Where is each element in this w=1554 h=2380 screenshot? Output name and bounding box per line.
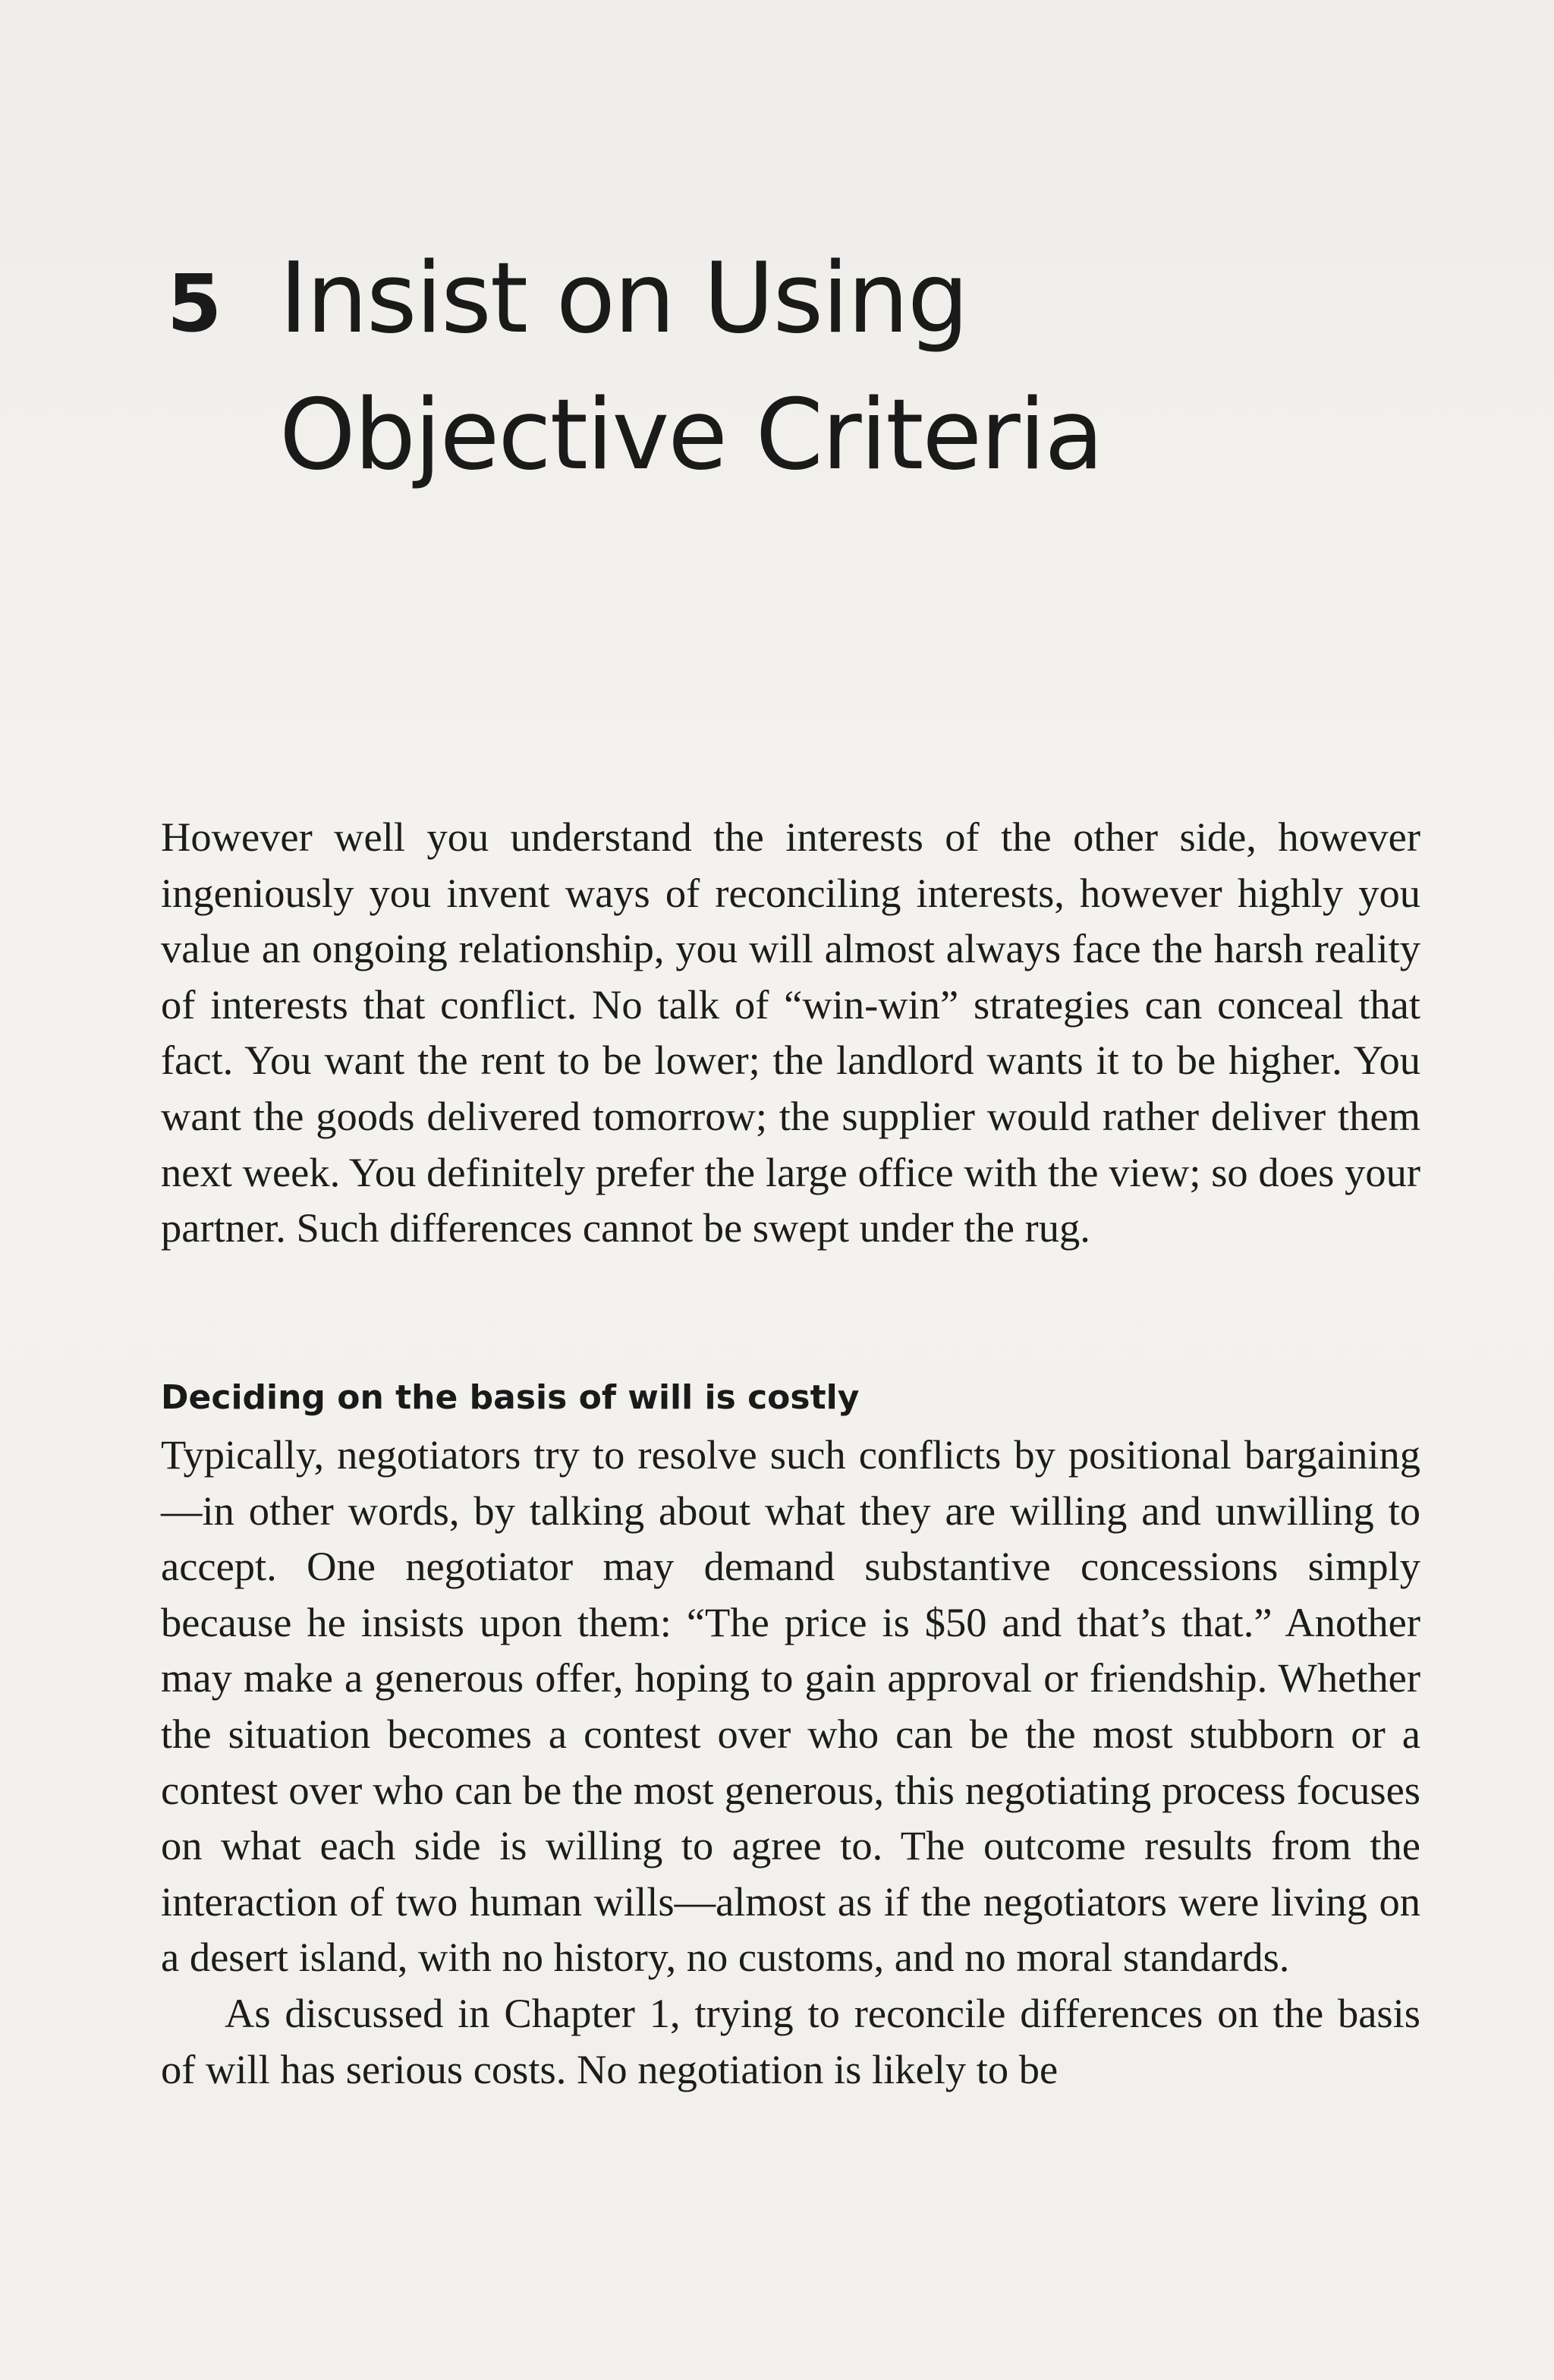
section-heading: Deciding on the basis of will is costly [161,1378,860,1417]
chapter-number: 5 [167,257,222,350]
intro-paragraph: However well you understand the interests of the other side, however ingeniously you invent ways of reconciling interests, however highly you value an ongoing relationship, you will almost always face the harsh reality of interests that conflict. No talk of “win-win” strategies can conceal that fact. You want the rent to be lower; the landlord wants it to be higher. You want the goods delivered tomorrow; the supplier would rather deliver them next week. You definitely prefer the large office with the view; so does your partner. Such differences cannot be swept under the rug. [161,814,1420,1251]
intro-section [161,809,1420,1256]
section-paragraph-1: Typically, negotiators try to resolve such conflicts by positional bargaining—in other words, by talking about what they are willing and unwilling to accept. One negotiator may demand substantive concessions simply because he insists upon them: “The price is $50 and that’s that.” Another may make a generous offer, hoping to gain approval or friendship. Whether the situation becomes a contest over who can be the most stubborn or a contest over who can be the most generous, this negotiating process focuses on what each side is willing to agree to. The outcome results from the interaction of two human wills—almost as if the negotiators were living on a desert island, with no history, no customs, and no moral standards. [161,1431,1420,1981]
section-will-costly [161,1378,1420,2097]
section-paragraph-2: As discussed in Chapter 1, trying to reconcile differences on the basis of will has serious costs. No negotiation is likely to be [161,1989,1420,2092]
chapter-title-line-1: Insist on Using [279,242,968,355]
chapter-title-line-2: Objective Criteria [279,379,1103,492]
